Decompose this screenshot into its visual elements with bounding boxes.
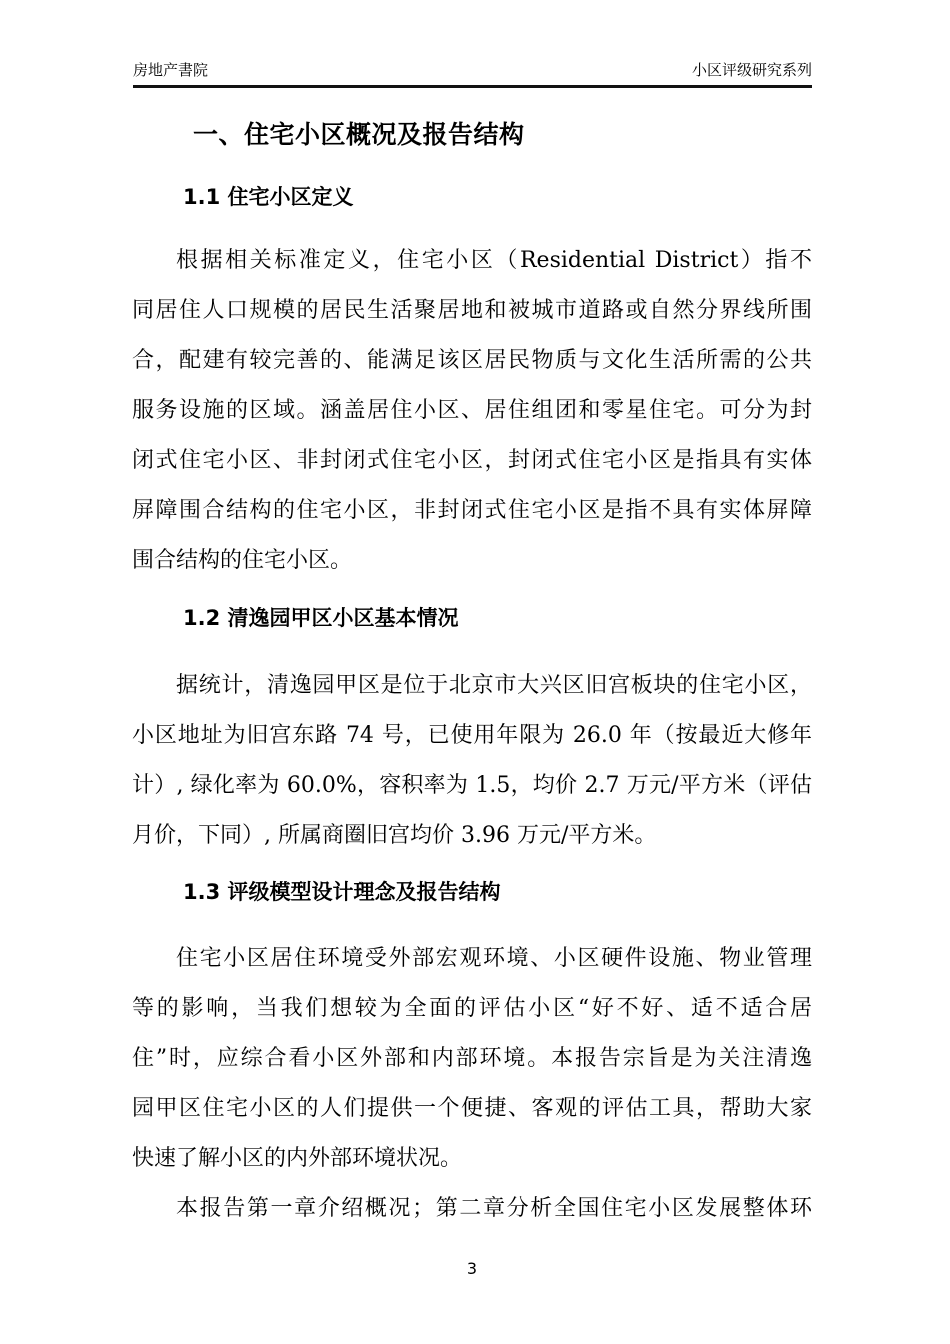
text-line: 屏障围合结构的住宅小区，非封闭式住宅小区是指不具有实体屏障 (132, 498, 812, 523)
paragraph-model-concept (132, 934, 812, 1184)
paragraph-definition (132, 236, 812, 586)
text-line: 等的影响，当我们想较为全面的评估小区“好不好、适不适合居 (132, 996, 812, 1021)
paragraph-report-structure (132, 1184, 812, 1234)
text-line: 根据相关标准定义，住宅小区（Residential District）指不 (176, 248, 812, 273)
paragraph-basic-info (132, 661, 812, 861)
chapter-title: 一、住宅小区概况及报告结构 (193, 120, 525, 149)
text-line: 计）, 绿化率为 60.0%，容积率为 1.5，均价 2.7 万元/平方米（评估 (132, 773, 812, 798)
text-line: 月价，下同）, 所属商圈旧宫均价 3.96 万元/平方米。 (132, 823, 657, 848)
text-line: 住宅小区居住环境受外部宏观环境、小区硬件设施、物业管理 (176, 946, 812, 971)
text-line: 服务设施的区域。涵盖居住小区、居住组团和零星住宅。可分为封 (132, 398, 812, 423)
section-heading-1-2: 1.2 清逸园甲区小区基本情况 (183, 606, 459, 630)
text-line: 闭式住宅小区、非封闭式住宅小区，封闭式住宅小区是指具有实体 (132, 448, 812, 473)
text-line: 据统计，清逸园甲区是位于北京市大兴区旧宫板块的住宅小区， (176, 673, 812, 698)
page-number: 3 (466, 1259, 478, 1278)
text-line: 同居住人口规模的居民生活聚居地和被城市道路或自然分界线所围 (132, 298, 812, 323)
text-line: 合，配建有较完善的、能满足该区居民物质与文化生活所需的公共 (132, 348, 812, 373)
text-line: 本报告第一章介绍概况；第二章分析全国住宅小区发展整体环 (176, 1196, 812, 1221)
page-header (133, 60, 812, 88)
text-line: 小区地址为旧宫东路 74 号，已使用年限为 26.0 年（按最近大修年 (132, 723, 812, 748)
text-line: 围合结构的住宅小区。 (132, 548, 353, 573)
section-heading-1-1: 1.1 住宅小区定义 (183, 185, 354, 209)
section-heading-1-3: 1.3 评级模型设计理念及报告结构 (183, 880, 501, 904)
header-right-text: 小区评级研究系列 (691, 61, 812, 79)
text-line: 快速了解小区的内外部环境状况。 (132, 1146, 463, 1171)
text-line: 园甲区住宅小区的人们提供一个便捷、客观的评估工具，帮助大家 (132, 1096, 812, 1121)
text-line: 住”时，应综合看小区外部和内部环境。本报告宗旨是为关注清逸 (132, 1046, 812, 1071)
header-left-text: 房地产書院 (133, 61, 209, 79)
